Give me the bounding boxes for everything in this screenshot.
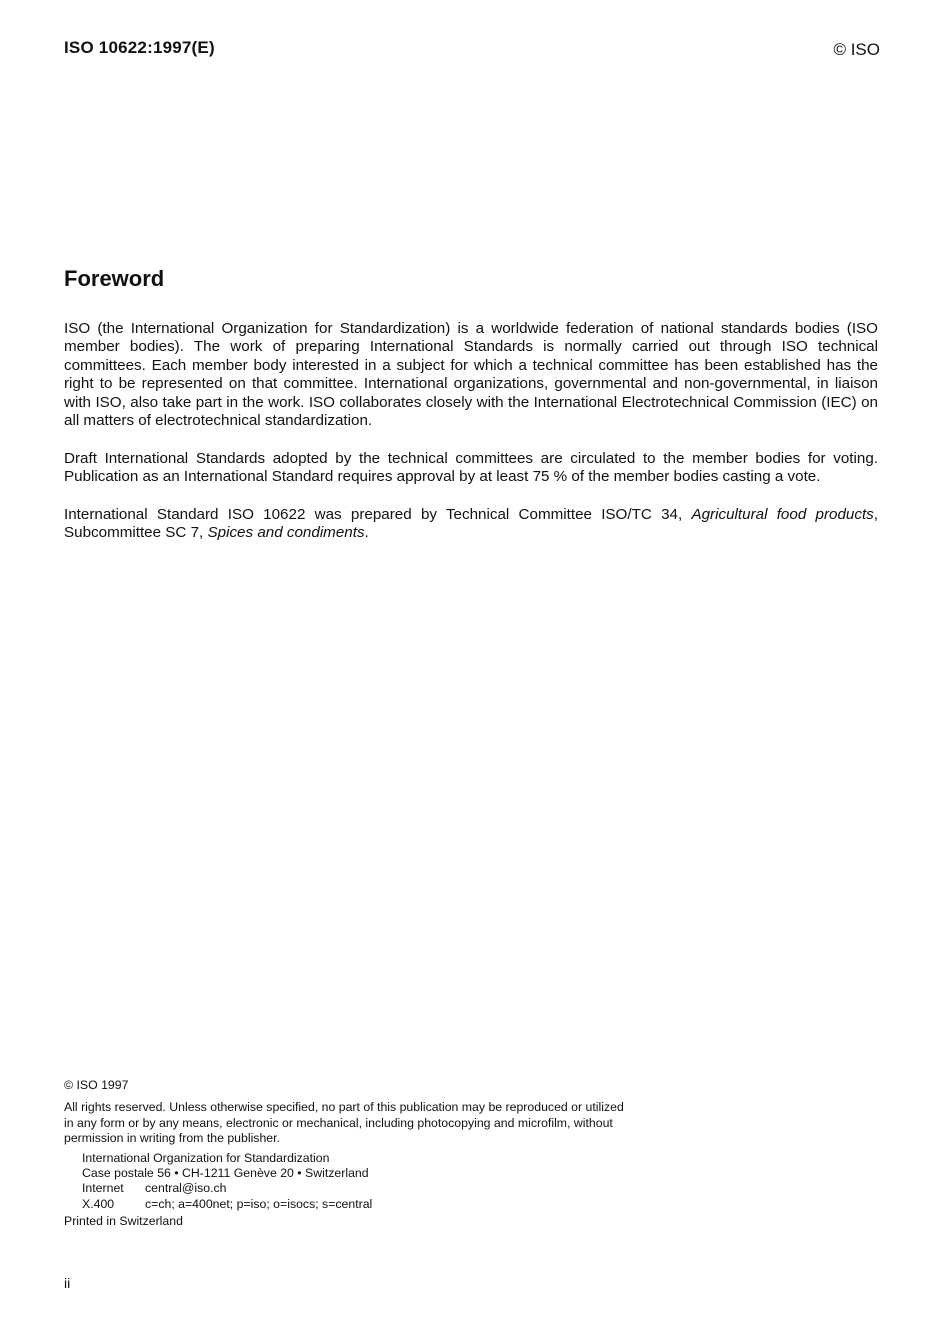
document-id: ISO 10622:1997(E) bbox=[64, 38, 215, 57]
footer-x400-value: c=ch; a=400net; p=iso; o=isocs; s=central bbox=[145, 1196, 373, 1211]
committee-name: Agricultural food products bbox=[691, 506, 874, 523]
subcommittee-name: Spices and condiments bbox=[207, 524, 365, 542]
footer-internet-value: central@iso.ch bbox=[145, 1181, 227, 1196]
footer-x400-row bbox=[82, 1197, 624, 1212]
paragraph-3-part-1: International Standard ISO 10622 was prepared by Technical Committee ISO/TC 34, bbox=[64, 506, 683, 523]
footer-printed: Printed in Switzerland bbox=[64, 1214, 183, 1229]
footer-rights: All rights reserved. Unless otherwise specified, no part of this publication may be reproduced or utilized in any form or by any means, electronic or mechanical, including photocopying and microfilm, without permission in writing from the publisher. bbox=[64, 1100, 624, 1146]
page-number: ii bbox=[64, 1275, 71, 1291]
footer-x400-label: X.400 bbox=[82, 1196, 115, 1211]
paragraph-3-part-2: , Subcommittee SC 7, bbox=[64, 506, 879, 542]
footer-postal: Case postale 56 • CH-1211 Genève 20 • Switzerland bbox=[82, 1166, 369, 1181]
footer-copyright: © ISO 1997 bbox=[64, 1078, 129, 1092]
foreword-paragraph-2: Draft International Standards adopted by the technical committees are circulated to the member bodies for voting. Publication as an International Standard requires approval by at least 75 % of the member bodies casting a vote. bbox=[64, 450, 878, 486]
foreword-paragraph-3 bbox=[64, 506, 878, 543]
paragraph-3-part-3: . bbox=[364, 524, 369, 542]
publication-footer bbox=[64, 1078, 624, 1230]
foreword-title: Foreword bbox=[64, 266, 165, 291]
foreword-paragraph-1: ISO (the International Organization for Standardization) is a worldwide federation of national standards bodies (ISO member bodies). The work of preparing International Standards is normally carried out through ISO technical committees. Each member body interested in a subject for which a technical committee has been established has the right to be represented on that committee. International organizations, governmental and non-governmental, in liaison with ISO, also take part in the work. ISO collaborates closely with the International Electrotechnical Commission (IEC) on all matters of electrotechnical standardization. bbox=[64, 320, 878, 430]
copyright-mark: © ISO bbox=[833, 40, 880, 59]
footer-internet-label: Internet bbox=[82, 1181, 124, 1196]
footer-internet-row bbox=[82, 1181, 624, 1196]
footer-address bbox=[64, 1151, 624, 1213]
footer-organization: International Organization for Standardization bbox=[82, 1150, 330, 1165]
